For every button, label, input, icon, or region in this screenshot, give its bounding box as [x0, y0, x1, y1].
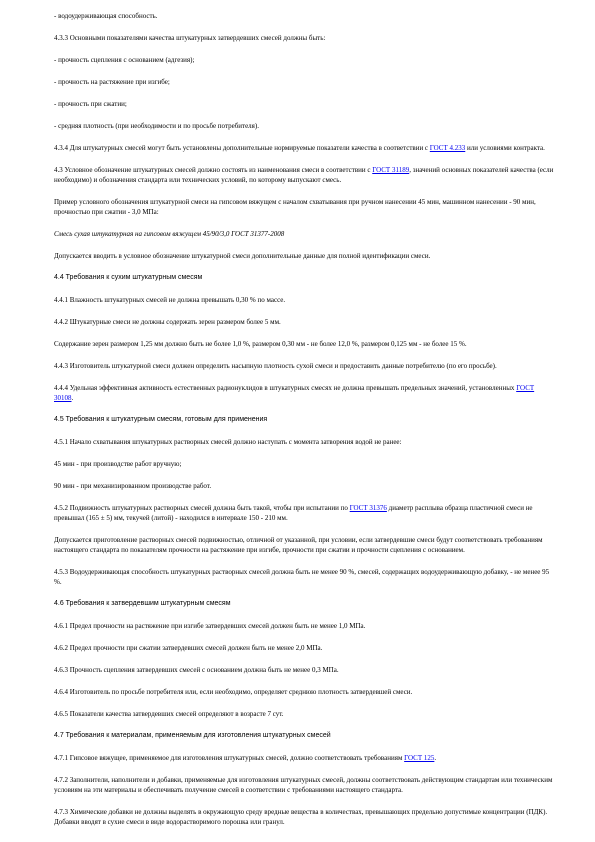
paragraph: [54, 11, 554, 21]
standard-reference-link[interactable]: ГОСТ 31376: [349, 504, 387, 512]
paragraph-text: Содержание зерен размером 1,25 мм должно быть не более 1,0 %, размером 0,30 мм - не более 12,0 %, размером 0,125 мм - не более 15 %.: [54, 340, 467, 348]
paragraph: [54, 295, 554, 305]
paragraph: [54, 535, 554, 555]
paragraph-text: 4.7.1 Гипсовое вяжущее, применяемое для изготовления штукатурных смесей, должно соответствовать требованиям: [54, 754, 405, 762]
document-body: [54, 11, 554, 839]
paragraph: [54, 143, 554, 153]
paragraph-text: 4.5.3 Водоудерживающая способность штукатурных растворных смесей должна быть не менее 90 %, смесей, содержащих водоудерживающую добавку, - не менее 95 %.: [54, 568, 550, 586]
paragraph: [54, 643, 554, 653]
paragraph-text: - прочность на растяжение при изгибе;: [54, 78, 170, 86]
paragraph: [54, 687, 554, 697]
paragraph: [54, 621, 554, 631]
paragraph-text: .: [434, 754, 437, 762]
paragraph-text: 4.3 Условное обозначение штукатурных смесей должно состоять из наименования смеси в соответствии с: [54, 166, 373, 174]
standard-reference-link[interactable]: ГОСТ 125: [404, 754, 435, 762]
paragraph-text: диаметр расплыва образца пластичной смеси не превышал (165 ± 5) мм, текучей (литой) - находился в интервале 150 - 210 мм.: [54, 504, 533, 522]
paragraph: [54, 567, 554, 587]
paragraph-text: Пример условного обозначения штукатурной смеси на гипсовом вяжущем с началом схватывания при ручном нанесении 45 мин, машинном нанесении - 90 мин, прочностью при сжатии - 3,0 МПа:: [54, 198, 536, 216]
paragraph-text: 4.6.1 Предел прочности на растяжение при изгибе затвердевших смесей должен быть не менее 1,0 МПа.: [54, 622, 366, 630]
paragraph: [54, 99, 554, 109]
paragraph-text: или условиями контракта.: [465, 144, 545, 152]
paragraph-text: , значений основных показателей качества (если необходимо) и обозначения стандарта или технических условий, по которому выпускают смесь.: [54, 166, 554, 184]
paragraph: [54, 437, 554, 447]
section-heading: [54, 599, 554, 609]
standard-reference-link[interactable]: ГОСТ 30108: [54, 384, 535, 402]
paragraph-text: 90 мин - при механизированном производстве работ.: [54, 482, 212, 490]
paragraph-text: 4.6.3 Прочность сцепления затвердевших смесей с основанием должна быть не менее 0,3 МПа.: [54, 666, 339, 674]
paragraph: [54, 317, 554, 327]
paragraph: [54, 339, 554, 349]
paragraph: [54, 165, 554, 185]
paragraph-text: 4.4.1 Влажность штукатурных смесей не должна превышать 0,30 % по массе.: [54, 296, 286, 304]
paragraph: [54, 709, 554, 719]
paragraph-text: Смесь сухая штукатурная на гипсовом вяжущем 45/90/3,0 ГОСТ 31377-2008: [54, 230, 285, 238]
paragraph: [54, 197, 554, 217]
paragraph: [54, 807, 554, 827]
paragraph: [54, 775, 554, 795]
paragraph-text: 45 мин - при производстве работ вручную;: [54, 460, 182, 468]
paragraph: [54, 383, 554, 403]
paragraph-text: 4.4.2 Штукатурные смеси не должны содержать зерен размером более 5 мм.: [54, 318, 281, 326]
paragraph-text: 4.6 Требования к затвердевшим штукатурным смесям: [54, 600, 231, 607]
paragraph: [54, 77, 554, 87]
paragraph-text: 4.3.4 Для штукатурных смесей могут быть установлены дополнительные нормируемые показатели качества в соответствии с: [54, 144, 430, 152]
paragraph-text: 4.5 Требования к штукатурным смесям, готовым для применения: [54, 416, 268, 423]
paragraph-text: Допускается вводить в условное обозначение штукатурной смеси дополнительные данные для полной идентификации смеси.: [54, 252, 431, 260]
paragraph: [54, 33, 554, 43]
paragraph: [54, 229, 554, 239]
paragraph: [54, 503, 554, 523]
paragraph-text: - прочность при сжатии;: [54, 100, 127, 108]
paragraph: [54, 361, 554, 371]
paragraph-text: 4.6.4 Изготовитель по просьбе потребителя или, если необходимо, определяет среднюю плотность затвердевшей смеси.: [54, 688, 413, 696]
paragraph-text: 4.7.2 Заполнители, наполнители и добавки, применяемые для изготовления штукатурных смесей, должны соответствовать действующим стандартам или техническим условиям на эти материалы и обеспечивать получение смесей в соответствии с требованиями настоящего стандарта.: [54, 776, 553, 794]
paragraph-text: 4.6.2 Предел прочности при сжатии затвердевших смесей должен быть не менее 2,0 МПа.: [54, 644, 323, 652]
paragraph: [54, 251, 554, 261]
paragraph-text: 4.5.2 Подвижность штукатурных растворных смесей должна быть такой, чтобы при испытании по: [54, 504, 350, 512]
standard-reference-link[interactable]: ГОСТ 4.233: [429, 144, 466, 152]
paragraph-text: 4.5.1 Начало схватывания штукатурных растворных смесей должно наступать с момента затворения водой не ранее:: [54, 438, 402, 446]
paragraph-text: - прочность сцепления с основанием (адгезия);: [54, 56, 195, 64]
paragraph-text: 4.4 Требования к сухим штукатурным смесям: [54, 274, 203, 281]
paragraph-text: 4.3.3 Основными показателями качества штукатурных затвердевших смесей должны быть:: [54, 34, 326, 42]
paragraph-text: 4.4.4 Удельная эффективная активность естественных радионуклидов в штукатурных смесях не должна превышать предельных значений, установленных: [54, 384, 517, 392]
paragraph: [54, 459, 554, 469]
paragraph-text: - средняя плотность (при необходимости и по просьбе потребителя).: [54, 122, 259, 130]
paragraph: [54, 753, 554, 763]
paragraph-text: Допускается приготовление растворных смесей подвижностью, отличной от указанной, при условии, если затвердевшие смеси будут соответствовать требованиям настоящего стандарта по показателям прочности на растяжение при изгибе, прочности при сжатии и прочности сцепления с основанием.: [54, 536, 543, 554]
paragraph-text: .: [71, 394, 74, 402]
paragraph-text: 4.4.3 Изготовитель штукатурной смеси должен определить насыпную плотность сухой смеси и предоставить данные потребителю (по его просьбе).: [54, 362, 497, 370]
paragraph: [54, 481, 554, 491]
paragraph-text: 4.7.3 Химические добавки не должны выделять в окружающую среду вредные вещества в количествах, превышающих предельно допустимые концентрации (ПДК). Добавки вводят в сухие смеси в виде водорастворимого порошка или гранул.: [54, 808, 548, 826]
paragraph-text: - водоудерживающая способность.: [54, 12, 158, 20]
standard-reference-link[interactable]: ГОСТ 31189: [372, 166, 410, 174]
paragraph: [54, 121, 554, 131]
section-heading: [54, 731, 554, 741]
paragraph: [54, 665, 554, 675]
section-heading: [54, 415, 554, 425]
paragraph-text: 4.6.5 Показатели качества затвердевших смесей определяют в возрасте 7 сут.: [54, 710, 284, 718]
section-heading: [54, 273, 554, 283]
paragraph: [54, 55, 554, 65]
paragraph-text: 4.7 Требования к материалам, применяемым для изготовления штукатурных смесей: [54, 732, 331, 739]
